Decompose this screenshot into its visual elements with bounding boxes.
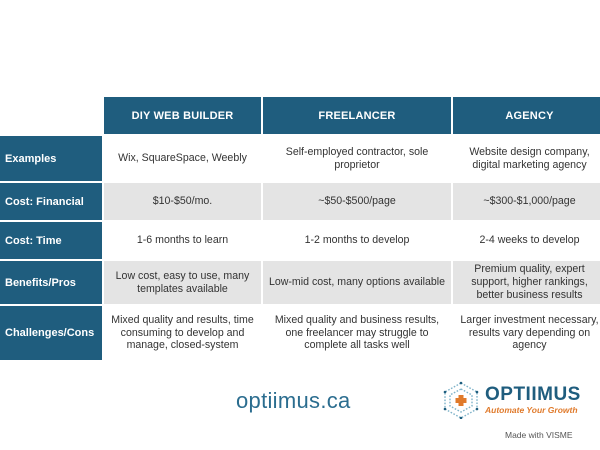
row-header-benefits: Benefits/Pros (0, 261, 102, 304)
table-cell: Larger investment necessary, results vary depending on agency (453, 306, 600, 360)
column-header-freelancer: FREELANCER (263, 97, 451, 134)
table-cell: 1-6 months to learn (104, 222, 261, 259)
table-cell: Mixed quality and results, time consuming to develop and manage, closed-system (104, 306, 261, 360)
hexagon-logo-icon (441, 381, 481, 419)
logo-name: OPTIIMUS (485, 384, 581, 405)
table-cell: $10-$50/mo. (104, 183, 261, 220)
optiimus-logo (441, 381, 591, 419)
table-cell: 2-4 weeks to develop (453, 222, 600, 259)
column-header-agency: AGENCY (453, 97, 600, 134)
website-url[interactable]: optiimus.ca (236, 388, 351, 413)
table-cell: ~$50-$500/page (263, 183, 451, 220)
row-header-cost-time: Cost: Time (0, 222, 102, 259)
table-cell: Self-employed contractor, sole proprietor (263, 136, 451, 181)
table-cell: 1-2 months to develop (263, 222, 451, 259)
logo-tagline: Automate Your Growth (485, 405, 578, 415)
row-header-cost-financial: Cost: Financial (0, 183, 102, 220)
row-header-examples: Examples (0, 136, 102, 181)
table-cell: Mixed quality and business results, one freelancer may struggle to complete all tasks well (263, 306, 451, 360)
table-cell: ~$300-$1,000/page (453, 183, 600, 220)
table-cell: Wix, SquareSpace, Weebly (104, 136, 261, 181)
table-cell: Low cost, easy to use, many templates available (104, 261, 261, 304)
comparison-table (0, 97, 600, 360)
table-cell: Website design company, digital marketing agency (453, 136, 600, 181)
table-corner (0, 97, 102, 134)
row-header-challenges: Challenges/Cons (0, 306, 102, 360)
made-with-credit: Made with VISME (505, 430, 573, 440)
table-cell: Premium quality, expert support, higher rankings, better business results (453, 261, 600, 304)
column-header-diy: DIY WEB BUILDER (104, 97, 261, 134)
table-cell: Low-mid cost, many options available (263, 261, 451, 304)
